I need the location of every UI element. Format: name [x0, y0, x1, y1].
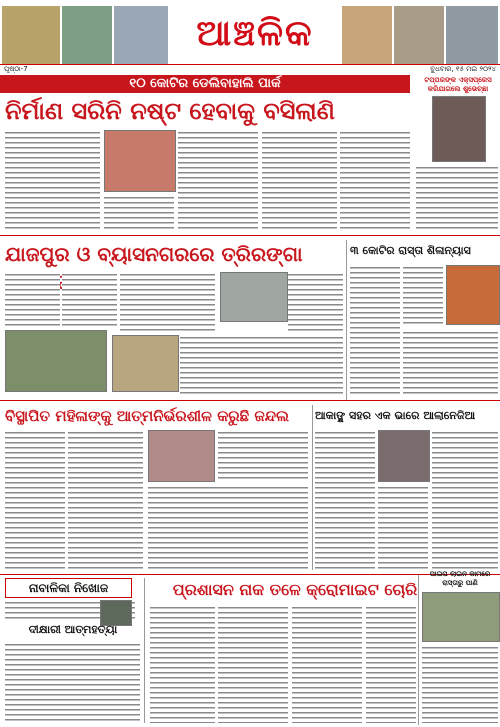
lead-body-col-5	[340, 130, 410, 230]
second-body-col-5	[180, 335, 343, 395]
second-body-col-2	[62, 272, 117, 327]
side-kicker: ଟପ୍ପରଙ୍କ ଏକ୍ସପ୍ରେସ କରିଯାଗଲେ ଶୁଭେଚ୍ଛା	[424, 76, 492, 93]
lead-headline: ନିର୍ମାଣ ସରିନି ନଷ୍ଟ ହେବାକୁ ବସିଲାଣି	[5, 97, 335, 125]
road-body-col-2	[403, 265, 443, 325]
bottom-body-col-4	[366, 605, 416, 723]
ashi-body-col-1	[315, 430, 375, 570]
second-headline: ଯାଜପୁର ଓ ବ୍ୟାସନଗରରେ ତ୍ରିରଙ୍ଗା	[5, 242, 303, 266]
dateline	[0, 64, 500, 74]
suicide-headline: ଦୀକ୍ଷାରୀ ଆତ୍ମହତ୍ୟା	[28, 623, 118, 636]
divider-v-2	[312, 405, 313, 570]
bottom-headline: ପ୍ରଶାସନ ନାକ ତଳେ କ୍ରୋମାଇଟ ଚୋରି	[172, 580, 418, 599]
masthead-photo-2	[62, 6, 112, 64]
lead-body-col-1	[5, 130, 100, 230]
ashi-headline: ଆକାଙ୍କ୍ଷ ସହର ଏକ ଭାରେ ଆଲାନେଜିଆ	[315, 409, 476, 422]
bottom-body-col-1	[150, 605, 215, 723]
lead-kicker: ୧୦ କୋଟିର ଡେଲିବାହାଲି ପାର୍କ	[0, 75, 410, 93]
suicide-body	[5, 642, 140, 722]
women-photo	[148, 430, 215, 482]
topper-photo	[432, 96, 486, 162]
second-body-col-3	[120, 272, 215, 332]
masthead-photo-5	[394, 6, 444, 64]
women-body-col-4	[218, 430, 308, 480]
ashi-photo	[378, 430, 430, 482]
masthead-photo-6	[446, 6, 498, 64]
pipeline-photo	[422, 592, 500, 642]
lead-body-col-4	[262, 130, 337, 230]
second-body-col-1	[5, 272, 60, 327]
divider-1	[0, 235, 500, 236]
divider-v-3	[144, 578, 145, 723]
bottom-body-col-3	[292, 605, 362, 723]
pipeline-body	[422, 645, 498, 723]
bottom-body-col-2	[218, 605, 288, 723]
section-title: ଆଞ୍ଚଳିକ	[196, 13, 314, 54]
lead-photo-gate	[104, 130, 176, 192]
women-headline: ବିସ୍ଥାପିତ ମହିଳାଙ୍କୁ ଆତ୍ମନିର୍ଭରଶୀଳ କରୁଛି ଜନ୍ଦଲ	[5, 407, 290, 425]
divider-2	[0, 400, 500, 401]
rally-photo-2	[112, 335, 179, 392]
divider-v-1	[346, 240, 347, 400]
section-title-block	[170, 4, 340, 64]
women-body-col-2	[68, 430, 143, 570]
rally-photo-3	[220, 272, 288, 322]
masthead-photo-4	[342, 6, 392, 64]
ashi-body-col-2	[378, 485, 428, 570]
women-body-col-1	[5, 430, 65, 570]
rally-photo-1	[5, 330, 107, 392]
foundation-stone-photo	[446, 265, 500, 325]
second-body-col-4	[288, 272, 343, 332]
masthead-photo-3	[114, 6, 168, 64]
side-body	[416, 165, 498, 230]
issue-date: ବୁଧବାର, ୧୫ ମଇ ୨୦୨୪	[430, 65, 496, 73]
divider-v-4	[418, 575, 419, 725]
ashi-body-col-3	[432, 430, 498, 570]
lead-body-col-3	[178, 130, 258, 230]
lead-body-col-2	[104, 195, 174, 230]
pipeline-kicker: ପାଇପ ଲାଇନ କାମରେ ରାସ୍ତାରୁ ପାଣି	[429, 570, 491, 587]
minor-headline: ନାବାଳିକା ନିଖୋଜ	[5, 578, 132, 598]
road-body-col-1	[350, 265, 400, 395]
page-label: ପୃଷ୍ଠା-7	[4, 65, 28, 73]
women-body-col-3	[148, 485, 308, 570]
road-body-col-3	[403, 330, 498, 395]
road-headline: ୩ କୋଟିର ରାସ୍ତା ଶିଳାନ୍ୟାସ	[350, 244, 471, 257]
masthead-photo-1	[2, 6, 60, 64]
